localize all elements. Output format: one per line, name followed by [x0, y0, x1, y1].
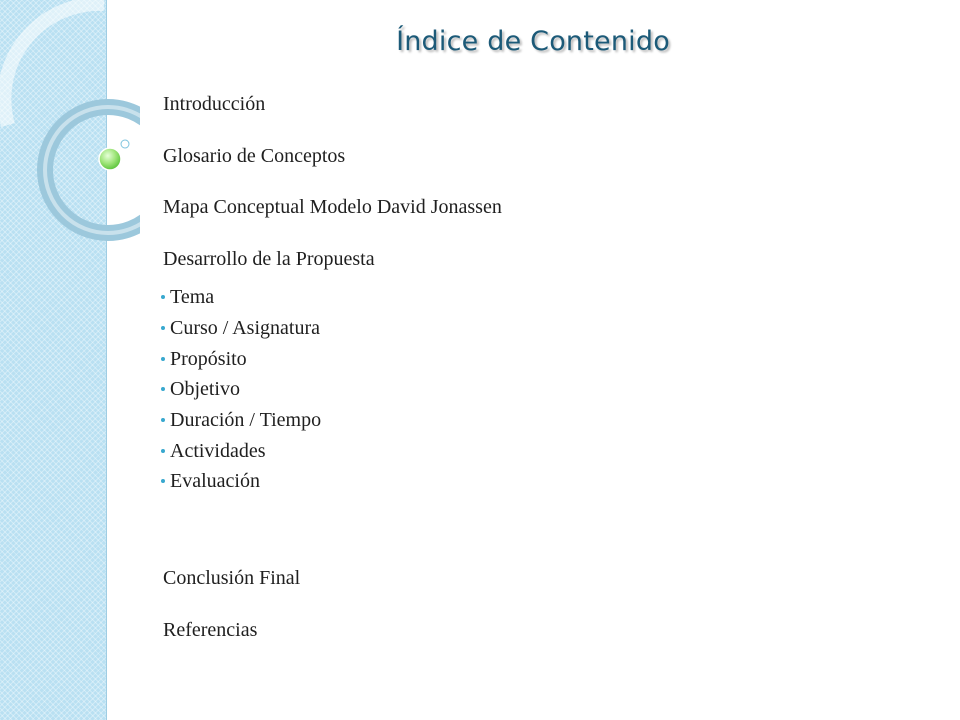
toc-item-mapa-conceptual: Mapa Conceptual Modelo David Jonassen: [163, 196, 502, 218]
sub-item-label: Objetivo: [170, 378, 240, 401]
toc-item-glosario: Glosario de Conceptos: [163, 145, 346, 167]
bullet-icon: [161, 326, 165, 330]
bullet-icon: [161, 418, 165, 422]
sub-item-actividades: [161, 435, 321, 466]
toc-item-desarrollo: Desarrollo de la Propuesta: [163, 248, 375, 270]
sub-item-proposito: [161, 343, 321, 374]
toc-item-introduccion: Introducción: [163, 93, 266, 115]
bullet-icon: [161, 295, 165, 299]
sub-item-evaluacion: [161, 466, 321, 497]
sub-item-label: Propósito: [170, 347, 247, 370]
sub-item-objetivo: [161, 374, 321, 405]
bullet-icon: [161, 387, 165, 391]
sub-item-label: Evaluación: [170, 470, 260, 493]
toc-item-referencias: Referencias: [163, 619, 258, 641]
sub-item-list: [161, 282, 321, 497]
slide-title: Índice de Contenido: [396, 26, 670, 57]
bullet-icon: [161, 479, 165, 483]
bullet-icon: [161, 357, 165, 361]
sub-item-label: Curso / Asignatura: [170, 317, 320, 340]
sub-item-curso: [161, 313, 321, 344]
sub-item-label: Actividades: [170, 439, 266, 462]
bullet-icon: [161, 449, 165, 453]
sub-item-label: Tema: [170, 286, 215, 309]
sub-item-tema: [161, 282, 321, 313]
sub-item-label: Duración / Tiempo: [170, 409, 322, 432]
toc-item-conclusion: Conclusión Final: [163, 567, 301, 589]
sub-item-duracion: [161, 405, 321, 436]
